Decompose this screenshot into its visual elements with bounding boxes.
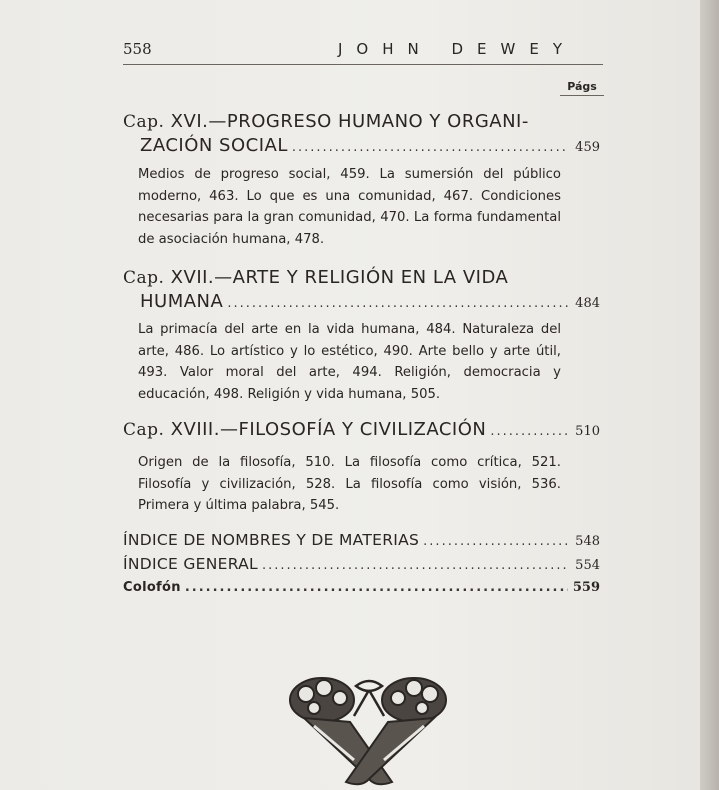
- chapter-summary-xviii: Origen de la filosofía, 510. La filosofía como crítica, 521. Filosofía y civilización, 528. La filosofía como visión, 536. Primera y última palabra, 545.: [138, 455, 561, 513]
- leader-dots: [292, 136, 568, 159]
- chapter-entry-xvi: [123, 110, 600, 159]
- chapter-summary-xvi: Medios de progreso social, 459. La sumersión del público moderno, 463. Lo que es una comunidad, 467. Condiciones necesarias para la gran comunidad, 470. La forma fundamental de asociación humana, 478.: [138, 167, 561, 247]
- chapter-title-line2: ZACIÓN SOCIAL: [140, 135, 288, 156]
- chapter-abbrev: Cap.: [123, 112, 165, 132]
- pages-column-label: Págs: [560, 80, 604, 96]
- running-header: [123, 40, 603, 65]
- cornucopia-ornament-icon: [284, 670, 454, 790]
- index-label: ÍNDICE GENERAL: [123, 555, 258, 573]
- chapter-page: 459: [575, 140, 600, 155]
- chapter-abbrev: Cap.: [123, 420, 165, 440]
- index-row-names: [123, 529, 600, 553]
- index-row-general: [123, 553, 600, 577]
- index-label: ÍNDICE DE NOMBRES Y DE MATERIAS: [123, 531, 420, 549]
- index-page: 554: [575, 558, 600, 573]
- running-author: JOHN DEWEY: [338, 40, 576, 58]
- index-row-colophon: [123, 577, 600, 599]
- chapter-entry-xviii: [123, 418, 600, 443]
- index-label: Colofón: [123, 580, 181, 595]
- chapter-title-line1: XVIII.—FILOSOFÍA Y CIVILIZACIÓN: [170, 419, 487, 440]
- index-page: 559: [572, 580, 600, 595]
- chapter-title-line1: XVII.—ARTE Y RELIGIÓN EN LA VIDA: [170, 267, 509, 288]
- page-edge: [700, 0, 719, 790]
- chapter-title-line1: XVI.—PROGRESO HUMANO Y ORGANI-: [170, 111, 529, 132]
- chapter-abbrev: Cap.: [123, 268, 165, 288]
- leader-dots: [490, 420, 568, 443]
- leader-dots: [423, 531, 568, 553]
- chapter-page: 510: [575, 424, 600, 439]
- chapter-entry-xvii: [123, 266, 600, 315]
- leader-dots: [185, 577, 568, 599]
- leader-dots: [262, 555, 568, 577]
- chapter-title-line2: HUMANA: [140, 291, 224, 312]
- index-page: 548: [575, 534, 600, 549]
- chapter-page: 484: [575, 296, 600, 311]
- leader-dots: [227, 292, 568, 315]
- chapter-summary-xvii: La primacía del arte en la vida humana, 484. Naturaleza del arte, 486. Lo artístico y lo estético, 490. Arte bello y arte útil, 493. Valor moral del arte, 494. Religión, democracia y educación, 498. Religión y vida humana, 505.: [138, 322, 561, 402]
- page-number: 558: [123, 40, 152, 58]
- index-entries: [123, 529, 600, 599]
